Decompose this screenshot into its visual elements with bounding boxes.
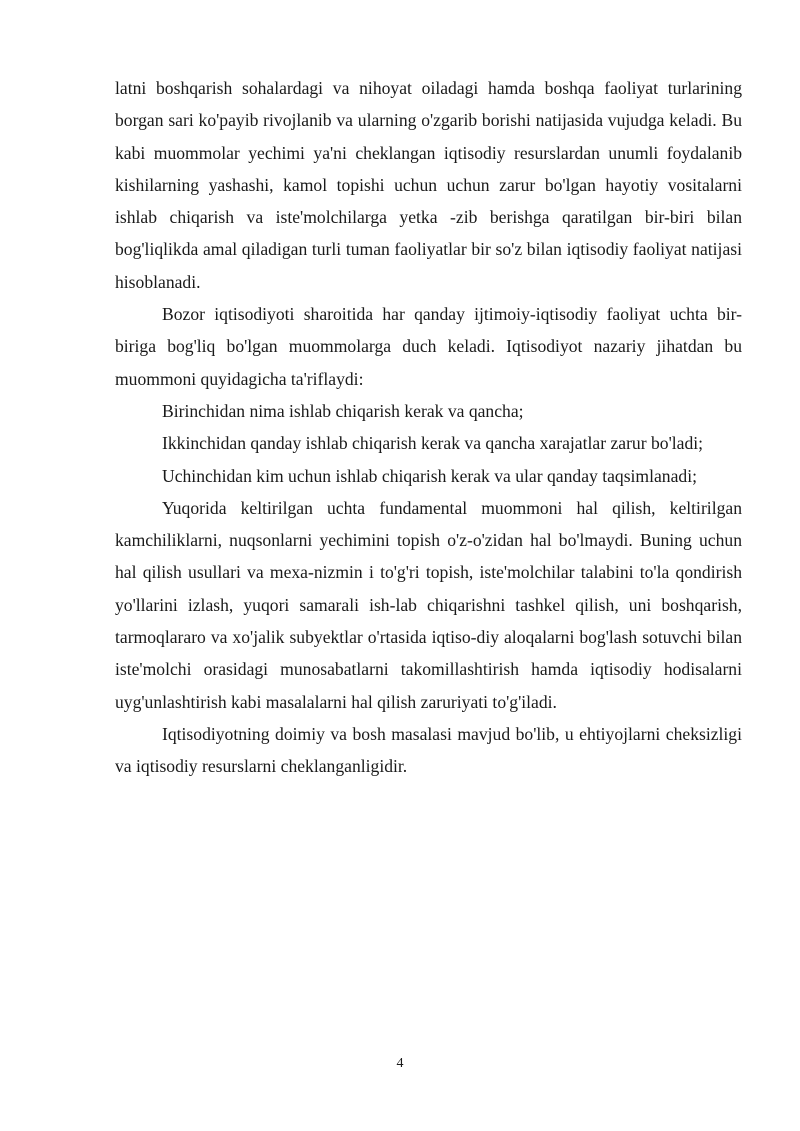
paragraph-second-question: Ikkinchidan qanday ishlab chiqarish kerak va qancha xarajatlar zarur bo'ladi; — [162, 433, 704, 454]
paragraph-solutions: Yuqorida keltirilgan uchta fundamental muommoni hal qilish, keltirilgan kamchiliklarni, nuqsonlarni yechimini topish o'z-o'zidan hal bo'lmaydi. Buning uchun hal qilish usullari va mexa-nizmin i to'g'ri topish, iste'molchilar talabini to'la qondirish yo'llarini izlash, yuqori samarali ish-lab chiqarishni tashkel qilish, uni boshqarish, tarmoqlararo va xo'jalik subyektlar o'rtasida iqtiso-diy aloqalarni bog'lash sotuvchi bilan iste'molchi orasidagi munosabatlarni takomillashtirish hamda iqtisodiy hodisalarni uyg'unlashtirish kabi masalalarni hal qilish zaruriyati to'g'iladi. — [115, 497, 742, 712]
document-body — [115, 72, 742, 783]
paragraph-continuation: latni boshqarish sohalardagi va nihoyat oiladagi hamda boshqa faoliyat turlarining borgan sari ko'payib rivojlanib va ularning o'zgarib borishi natijasida vujudga keladi. Bu kabi muommolar yechimi ya'ni cheklangan iqtisodiy resurslardan unumli foydalanib kishilarning yashashi, kamol topishi uchun uchun zarur bo'lgan hayotiy vositalarni ishlab chiqarish va iste'molchilarga yetka -zib berishga qaratilgan bir-biri bilan bog'liqlikda amal qiladigan turli tuman faoliyatlar bir so'z bilan iqtisodiy faoliyat natijasi hisoblanadi. — [115, 78, 742, 292]
paragraph-market-economy: Bozor iqtisodiyoti sharoitida har qanday ijtimoiy-iqtisodiy faoliyat uchta bir-biriga bog'liq bo'lgan muommolarga duch keladi. Iqtisodiyot nazariy jihatdan bu muommoni quyidagicha ta'riflaydi: — [115, 304, 742, 389]
paragraph-first-question: Birinchidan nima ishlab chiqarish kerak va qancha; — [162, 400, 524, 421]
page-number: 4 — [396, 1056, 404, 1071]
paragraph-conclusion: Iqtisodiyotning doimiy va bosh masalasi mavjud bo'lib, u ehtiyojlarni cheksizligi va iqtisodiy resurslarni cheklanganligidir. — [115, 723, 742, 777]
paragraph-third-question: Uchinchidan kim uchun ishlab chiqarish kerak va ular qanday taqsimlanadi; — [162, 465, 697, 486]
